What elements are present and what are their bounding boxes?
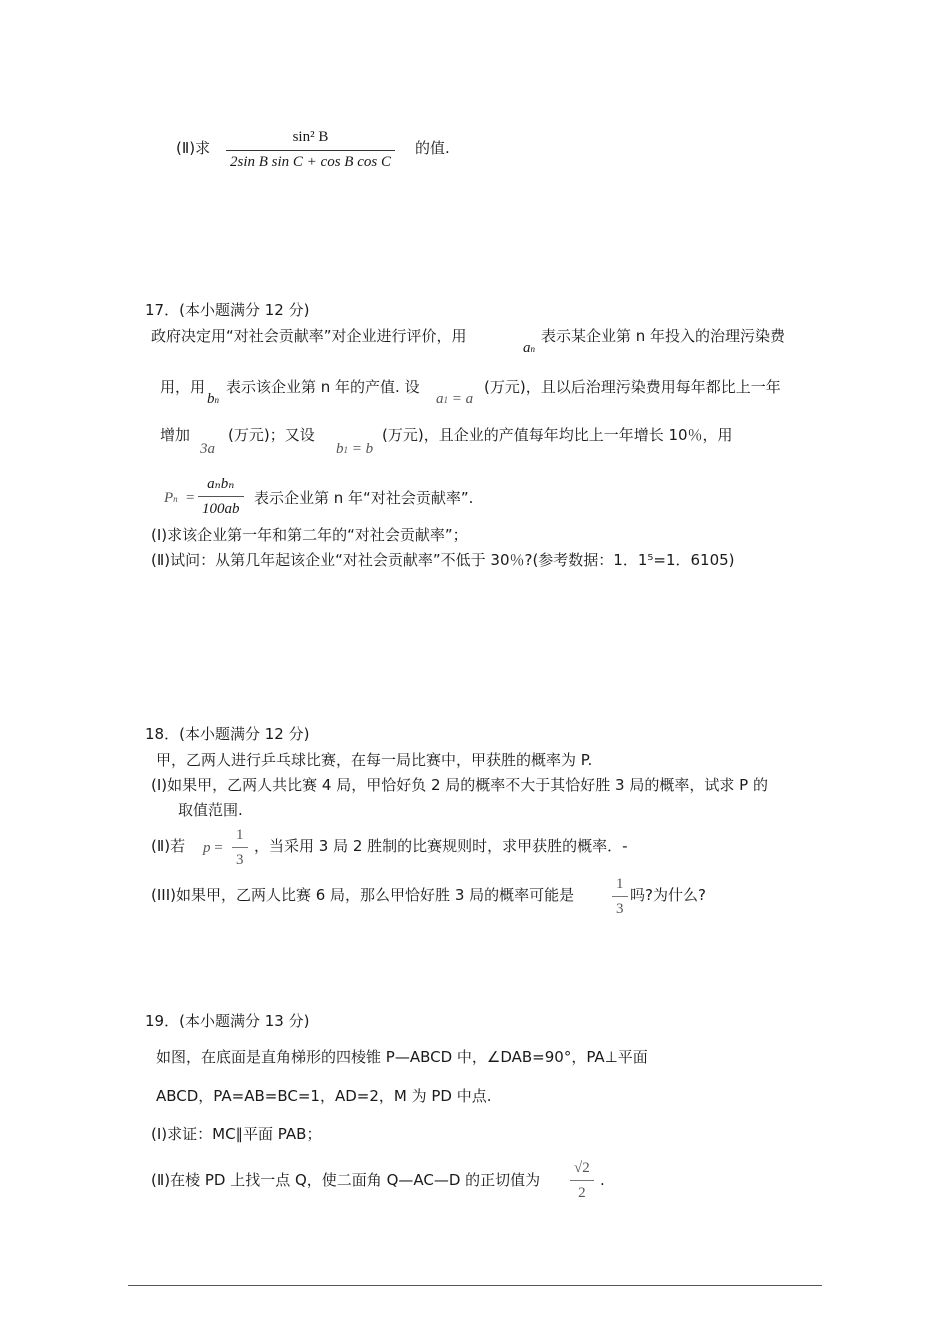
q16-part2-suffix: 的值. <box>415 139 450 157</box>
q17-b1-eq-value: = b <box>351 441 374 457</box>
q17-pn-fraction <box>198 474 244 519</box>
q18-part3-b: 吗?为什么? <box>630 886 706 904</box>
q19-header: 19．(本小题满分 13 分) <box>145 1012 310 1030</box>
q19-part2-period: . <box>600 1171 605 1189</box>
q17-pn-numerator: aₙbₙ <box>198 474 244 497</box>
q17-line1-text-b: 表示某企业第 n 年投入的治理污染费 <box>541 327 786 345</box>
q18-header: 18．(本小题满分 12 分) <box>145 725 310 743</box>
q18-line1: 甲，乙两人进行乒乓球比赛，在每一局比赛中，甲获胜的概率为 P. <box>156 751 593 769</box>
q18-p-symbol: p <box>203 840 211 856</box>
q17-line1-text-a: 政府决定用“对社会贡献率”对企业进行评价，用 <box>151 327 467 345</box>
q17-header: 17．(本小题满分 12 分) <box>145 301 310 319</box>
q17-a1-eq <box>436 389 473 410</box>
q18-part3-a: (III)如果甲，乙两人比赛 6 局，那么甲恰好胜 3 局的概率可能是 <box>151 886 575 904</box>
q18-part1-b: 取值范围. <box>178 801 243 819</box>
q18-part2-a: (Ⅱ)若 <box>151 837 186 855</box>
q17-line3-text-b: (万元)；又设 <box>228 426 315 444</box>
q17-b1-sub: 1 <box>343 445 348 455</box>
q16-frac-numerator: sin² B <box>226 128 395 151</box>
q17-p-sub: n <box>173 494 178 504</box>
q17-a1-symbol: a <box>436 391 444 407</box>
q17-a1-sub: 1 <box>443 395 448 405</box>
q17-a1-eq-value: = a <box>451 391 474 407</box>
q18-frac-den: 3 <box>236 852 244 868</box>
q17-n-sub: n <box>530 344 535 354</box>
q18-frac-num: 1 <box>232 825 248 848</box>
q18-p-eq: = <box>214 840 223 856</box>
q18-part1-a: (I)如果甲，乙两人共比赛 4 局，甲恰好负 2 局的概率不大于其恰好胜 3 局的概率，试求 P 的 <box>151 776 768 794</box>
q17-line1 <box>151 326 467 346</box>
q17-part2: (Ⅱ)试问：从第几年起该企业“对社会贡献率”不低于 30％?(参考数据：1．1⁵=1．6105) <box>151 551 735 569</box>
q17-line2-text-a: 用，用 <box>160 378 206 396</box>
q17-part1: (I)求该企业第一年和第二年的“对社会贡献率”； <box>151 526 468 544</box>
q19-part2-a: (Ⅱ)在棱 PD 上找一点 Q，使二面角 Q—AC—D 的正切值为 <box>151 1171 541 1189</box>
q18-part3-frac-den: 3 <box>616 901 624 917</box>
q17-pn <box>164 488 178 509</box>
q19-line2: ABCD，PA=AB=BC=1，AD=2，M 为 PD 中点. <box>156 1087 492 1105</box>
q17-b1-eq <box>336 439 373 460</box>
footer-divider <box>128 1285 822 1286</box>
q17-pn-denominator: 100ab <box>202 501 240 517</box>
q17-pn-eq: = <box>186 490 195 506</box>
q17-b-symbol: b <box>207 391 215 407</box>
q19-line1: 如图，在底面是直角梯形的四棱锥 P—ABCD 中，∠DAB=90°，PA⊥平面 <box>156 1048 648 1066</box>
q18-part2-b: ，当采用 3 局 2 胜制的比赛规则时，求甲获胜的概率．- <box>254 837 628 855</box>
q17-line2-text-b: 表示该企业第 n 年的产值. 设 <box>226 378 420 396</box>
q19-part1: (I)求证：MC∥平面 PAB； <box>151 1125 322 1143</box>
q16-part2 <box>176 138 210 158</box>
q17-b-n-sub: n <box>214 395 219 405</box>
q16-part2-prefix: (Ⅱ)求 <box>176 139 211 157</box>
q17-line3-text-a: 增加 <box>160 426 191 444</box>
q18-p-fraction <box>232 825 248 870</box>
q17-3a: 3a <box>200 441 215 457</box>
q17-a-n <box>523 338 535 359</box>
q17-a-symbol: a <box>523 340 531 356</box>
q16-fraction <box>226 128 395 171</box>
q17-b1-symbol: b <box>336 441 344 457</box>
q19-frac-num: √2 <box>570 1158 594 1181</box>
q17-line4: 表示企业第 n 年“对社会贡献率”. <box>254 489 474 507</box>
q19-sqrt-fraction <box>570 1158 594 1203</box>
q18-p <box>203 838 223 858</box>
q18-part3-fraction <box>612 874 628 919</box>
q17-b-n <box>207 389 219 410</box>
q17-p-symbol: P <box>164 490 174 506</box>
q18-part3-frac-num: 1 <box>612 874 628 897</box>
q17-line2-text-c: (万元)，且以后治理污染费用每年都比上一年 <box>484 378 781 396</box>
q16-frac-denominator: 2sin B sin C + cos B cos C <box>230 154 391 170</box>
q17-line3-text-c: (万元)，且企业的产值每年均比上一年增长 10％，用 <box>382 426 733 444</box>
q19-frac-den: 2 <box>578 1185 586 1201</box>
